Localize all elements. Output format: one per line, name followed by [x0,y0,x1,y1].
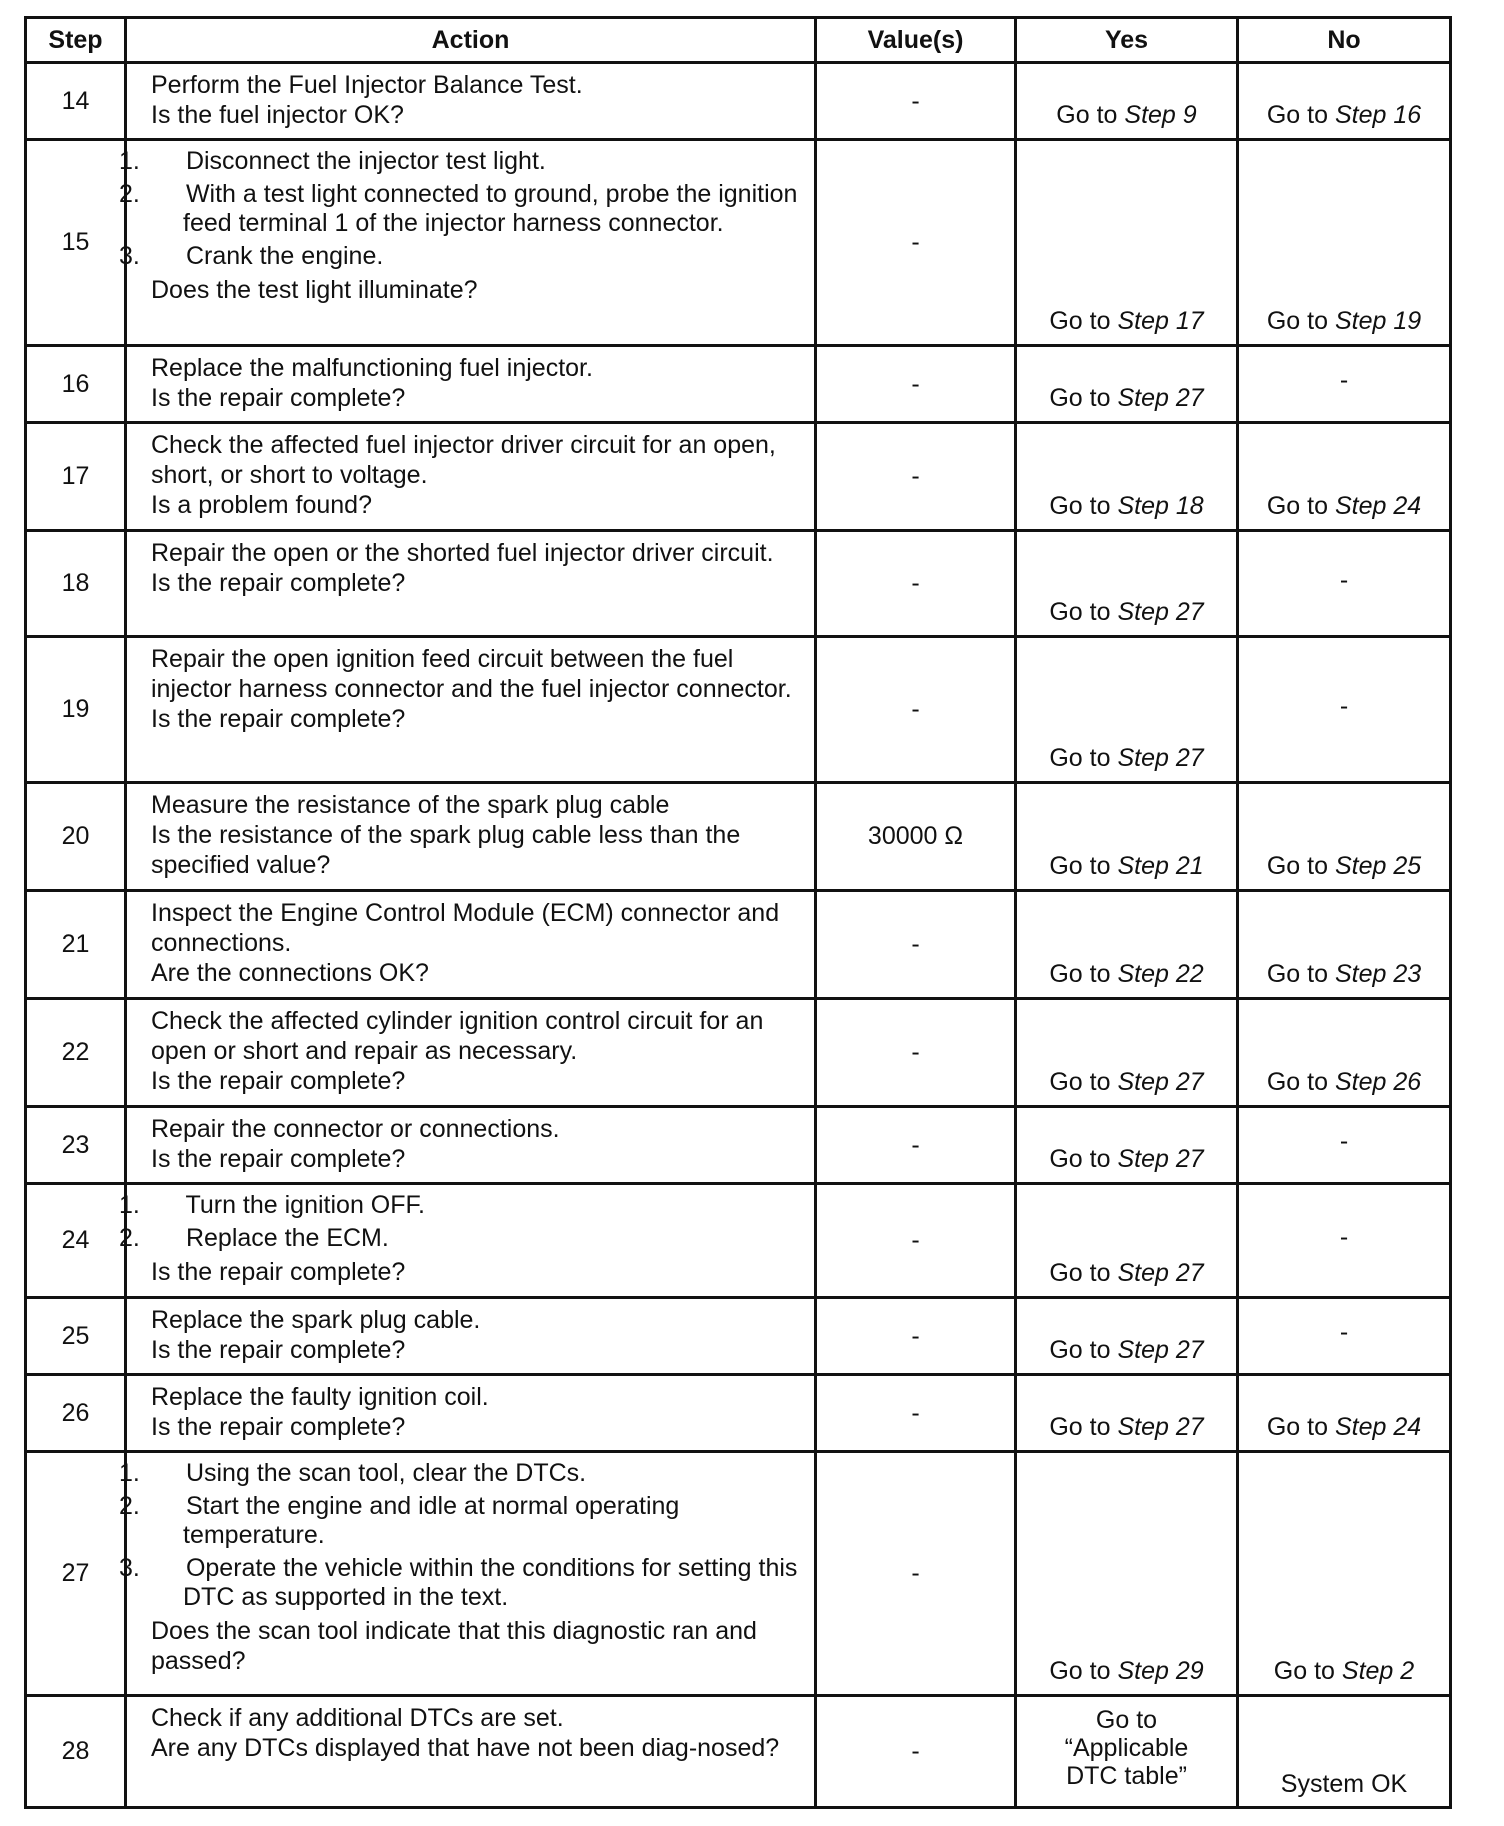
action-line-text: Check the affected cylinder ignition control circuit for an open or short and repair as necessary. [151,1007,764,1065]
no-goto-link[interactable] [1267,1413,1421,1441]
value-cell: - [816,1696,1016,1808]
step-number: 21 [26,891,126,999]
header-no: No [1238,18,1451,63]
table-row [26,999,1451,1107]
goto-step: Step 9 [1124,101,1197,129]
action-line-text: Is the repair complete? [151,1067,406,1095]
action-line [151,568,804,598]
action-line [119,242,804,271]
action-line-text: Is the repair complete? [151,1145,406,1173]
yes-cell [1016,999,1238,1107]
diagnostic-table [24,16,1452,1809]
action-line [151,100,804,130]
action-cell [126,423,816,531]
table-body [26,63,1451,1808]
action-line-text: Is the repair complete? [151,1413,406,1441]
action-line [151,1382,804,1412]
no-cell [1238,1452,1451,1696]
action-line-text: Is the repair complete? [151,1336,406,1364]
yes-goto-link[interactable] [1049,1068,1203,1096]
value-cell: - [816,140,1016,346]
yes-goto-link[interactable] [1049,960,1203,988]
action-line [151,383,804,413]
no-cell [1238,1696,1451,1808]
action-cell [126,999,816,1107]
header-value: Value(s) [816,18,1016,63]
table-row [26,423,1451,531]
no-goto-link[interactable] [1267,1068,1421,1096]
yes-cell [1016,140,1238,346]
goto-step: Step 27 [1117,1068,1204,1096]
value-cell: - [816,1184,1016,1298]
action-line-number: 1. [119,147,140,175]
goto-step: Step 27 [1117,384,1204,412]
action-line-text: Disconnect the injector test light. [185,147,546,175]
step-number: 23 [26,1107,126,1184]
goto-step: Step 18 [1117,492,1204,520]
yes-goto-link[interactable] [1049,384,1203,412]
no-goto-link[interactable] [1274,1657,1414,1685]
action-line-text: Does the test light illuminate? [151,276,478,304]
action-cell [126,346,816,423]
action-cell [126,531,816,637]
action-line-text: Check the affected fuel injector driver circuit for an open, short, or short to voltage. [151,431,776,489]
yes-cell [1016,637,1238,783]
no-cell [1238,1375,1451,1452]
action-line [151,1257,804,1287]
action-line-number: 1. [119,1191,140,1219]
action-cell [126,1375,816,1452]
no-text: - [1339,1127,1349,1155]
action-line-number: 2. [119,1492,140,1520]
no-cell [1238,346,1451,423]
action-line [151,430,804,490]
no-cell [1238,140,1451,346]
action-line [151,1006,804,1066]
goto-step: Step 23 [1334,960,1422,988]
table-row [26,1298,1451,1375]
goto-step: Step 27 [1117,1413,1204,1441]
goto-prefix: Go to [1266,1068,1328,1096]
no-cell [1238,1184,1451,1298]
yes-goto-link[interactable] [1056,101,1196,129]
goto-prefix: Go to [1273,1657,1335,1685]
action-line [151,898,804,958]
yes-goto-link[interactable] [1049,1657,1203,1685]
action-cell [126,637,816,783]
value-cell: - [816,999,1016,1107]
value-cell: - [816,531,1016,637]
step-number: 14 [26,63,126,140]
action-line-number: 3. [119,1554,140,1582]
yes-text: Go to “Applicable DTC table” [1064,1705,1189,1790]
action-line-text: Operate the vehicle within the conditions for setting this DTC as supported in the text. [183,1554,798,1611]
action-line-text: Perform the Fuel Injector Balance Test. [151,71,583,99]
no-text: - [1339,565,1349,594]
action-line-text: Turn the ignition OFF. [185,1191,425,1219]
no-text: System OK [1280,1770,1408,1798]
step-number: 25 [26,1298,126,1375]
goto-step: Step 25 [1334,852,1422,880]
action-line [119,1554,804,1612]
goto-prefix: Go to [1266,1413,1328,1441]
action-line [119,1191,804,1220]
yes-cell [1016,63,1238,140]
action-line-text: Is the repair complete? [151,569,406,597]
goto-prefix: Go to [1049,1259,1111,1287]
goto-prefix: Go to [1049,960,1111,988]
yes-goto-link[interactable] [1049,307,1203,335]
yes-goto-link[interactable] [1049,1259,1203,1287]
header-row [26,18,1451,63]
step-number: 17 [26,423,126,531]
no-cell [1238,891,1451,999]
action-line [151,490,804,520]
yes-cell [1016,1184,1238,1298]
no-cell [1238,783,1451,891]
value-cell: - [816,1107,1016,1184]
action-cell [126,891,816,999]
value-cell: - [816,1375,1016,1452]
action-line-text: Repair the open or the shorted fuel injector driver circuit. [151,539,774,567]
goto-prefix: Go to [1049,598,1111,626]
table-row [26,1107,1451,1184]
yes-cell [1016,1375,1238,1452]
header-step: Step [26,18,126,63]
action-line-text: Is a problem found? [151,491,372,519]
no-cell [1238,423,1451,531]
goto-step: Step 27 [1117,1336,1204,1364]
value-cell: - [816,63,1016,140]
action-line-text: Check if any additional DTCs are set. [151,1704,564,1732]
yes-cell [1016,1696,1238,1808]
action-line [151,820,804,880]
action-cell [126,1107,816,1184]
goto-prefix: Go to [1266,960,1328,988]
action-line [119,180,804,238]
action-line [119,1224,804,1253]
action-line [119,1459,804,1488]
goto-prefix: Go to [1049,384,1111,412]
goto-step: Step 24 [1334,1413,1422,1441]
action-cell [126,1298,816,1375]
goto-prefix: Go to [1266,101,1328,129]
step-number: 15 [26,140,126,346]
no-cell [1238,1107,1451,1184]
no-goto-link[interactable] [1267,960,1421,988]
no-goto-link[interactable] [1267,307,1421,335]
action-line-text: Inspect the Engine Control Module (ECM) connector and connections. [151,899,780,957]
header-yes: Yes [1016,18,1238,63]
action-line-text: Are any DTCs displayed that have not been diag-nosed? [151,1734,780,1762]
action-line [151,275,804,305]
action-line-text: Is the repair complete? [151,384,406,412]
yes-cell [1016,891,1238,999]
yes-goto-link[interactable] [1049,744,1203,772]
action-line-text: Is the resistance of the spark plug cable less than the specified value? [151,821,741,879]
action-line-text: Replace the malfunctioning fuel injector. [151,354,593,382]
step-number: 18 [26,531,126,637]
table-row [26,637,1451,783]
step-number: 26 [26,1375,126,1452]
action-line [151,1144,804,1174]
action-line-text: Measure the resistance of the spark plug cable [151,791,670,819]
action-line [151,644,804,704]
action-line-text: Is the fuel injector OK? [151,101,404,129]
goto-step: Step 2 [1341,1657,1415,1685]
goto-prefix: Go to [1049,1068,1111,1096]
action-line-text: Start the engine and idle at normal operating temperature. [183,1492,680,1549]
goto-step: Step 24 [1334,492,1422,520]
action-cell [119,1452,816,1696]
action-line [151,1412,804,1442]
action-line [151,1733,804,1763]
action-line-text: Using the scan tool, clear the DTCs. [185,1459,587,1487]
step-number: 16 [26,346,126,423]
action-line [151,1703,804,1733]
action-line [151,353,804,383]
goto-step: Step 17 [1117,307,1204,335]
goto-prefix: Go to [1049,852,1111,880]
no-cell [1238,63,1451,140]
action-line-number: 3. [119,242,140,270]
action-line-text: Is the repair complete? [151,1258,406,1286]
table-row [26,1184,1451,1298]
action-line-text: Replace the faulty ignition coil. [151,1383,489,1411]
yes-cell [1016,531,1238,637]
action-line [151,1616,804,1676]
step-number: 22 [26,999,126,1107]
goto-step: Step 27 [1117,598,1204,626]
no-text: - [1339,691,1349,720]
yes-goto-link[interactable] [1049,598,1203,626]
action-cell [126,63,816,140]
action-line [151,1335,804,1365]
no-goto-link[interactable] [1267,492,1421,520]
action-line-text: With a test light connected to ground, probe the ignition feed terminal 1 of the injector harness connector. [183,180,798,237]
action-line [151,1066,804,1096]
action-line-text: Does the scan tool indicate that this diagnostic ran and passed? [151,1617,757,1675]
no-cell [1238,1298,1451,1375]
table-row [26,1375,1451,1452]
no-cell [1238,531,1451,637]
goto-step: Step 27 [1117,1259,1204,1287]
goto-step: Step 22 [1117,960,1204,988]
action-line-number: 1. [119,1459,140,1487]
goto-prefix: Go to [1049,1657,1111,1685]
goto-prefix: Go to [1266,492,1328,520]
goto-prefix: Go to [1049,744,1111,772]
yes-goto-link[interactable] [1049,1145,1203,1173]
yes-cell [1016,1298,1238,1375]
no-cell [1238,999,1451,1107]
yes-cell [1016,346,1238,423]
action-line-text: Crank the engine. [185,242,384,270]
table-row [26,1696,1451,1808]
table-row [26,346,1451,423]
yes-cell [1016,1107,1238,1184]
action-line [119,147,804,176]
value-cell: - [816,1298,1016,1375]
goto-prefix: Go to [1049,492,1111,520]
action-line [151,790,804,820]
action-cell [119,140,816,346]
goto-prefix: Go to [1056,101,1118,129]
action-line-text: Replace the spark plug cable. [151,1306,481,1334]
value-cell: - [816,346,1016,423]
no-text: - [1339,1222,1349,1251]
header-action: Action [126,18,816,63]
value-cell: - [816,891,1016,999]
yes-cell [1016,423,1238,531]
action-cell [126,1696,816,1808]
action-line-number: 2. [119,1224,140,1252]
goto-prefix: Go to [1266,307,1328,335]
yes-goto-link[interactable] [1049,1413,1203,1441]
action-line [151,1305,804,1335]
goto-step: Step 16 [1334,101,1422,129]
action-line-text: Repair the open ignition feed circuit between the fuel injector harness connector and the fuel injector connector. [151,645,792,703]
table-row [26,1452,1451,1696]
goto-step: Step 27 [1117,744,1204,772]
step-number: 28 [26,1696,126,1808]
yes-goto-link[interactable] [1049,852,1203,880]
no-goto-link[interactable] [1267,101,1421,129]
goto-step: Step 21 [1117,852,1204,880]
action-line [151,70,804,100]
goto-step: Step 27 [1117,1145,1204,1173]
action-cell [126,783,816,891]
step-number: 24 [26,1184,126,1298]
goto-step: Step 29 [1117,1657,1204,1685]
table-row [26,63,1451,140]
value-cell: - [816,637,1016,783]
goto-prefix: Go to [1049,307,1111,335]
goto-step: Step 19 [1334,307,1422,335]
action-line-text: Replace the ECM. [185,1224,389,1252]
action-line [151,1114,804,1144]
no-text: - [1339,366,1349,394]
yes-cell [1016,783,1238,891]
action-line-number: 2. [119,180,140,208]
step-number: 20 [26,783,126,891]
action-line [151,958,804,988]
no-goto-link[interactable] [1267,852,1421,880]
table-row [26,140,1451,346]
action-line-text: Is the repair complete? [151,705,406,733]
goto-prefix: Go to [1049,1413,1111,1441]
step-number: 19 [26,637,126,783]
action-line-text: Are the connections OK? [151,959,429,987]
action-line [151,704,804,734]
action-line [119,1492,804,1550]
goto-prefix: Go to [1049,1145,1111,1173]
value-cell: 30000 Ω [816,783,1016,891]
yes-goto-link[interactable] [1049,492,1203,520]
table-row [26,531,1451,637]
goto-step: Step 26 [1334,1068,1422,1096]
table-row [26,783,1451,891]
step-number: 27 [26,1452,126,1696]
value-cell: - [816,1452,1016,1696]
value-cell: - [816,423,1016,531]
yes-goto-link[interactable] [1049,1336,1203,1364]
no-cell [1238,637,1451,783]
yes-cell [1016,1452,1238,1696]
table-row [26,891,1451,999]
goto-prefix: Go to [1266,852,1328,880]
action-line [151,538,804,568]
action-cell [119,1184,816,1298]
no-text: - [1339,1318,1349,1346]
goto-prefix: Go to [1049,1336,1111,1364]
action-line-text: Repair the connector or connections. [151,1115,560,1143]
